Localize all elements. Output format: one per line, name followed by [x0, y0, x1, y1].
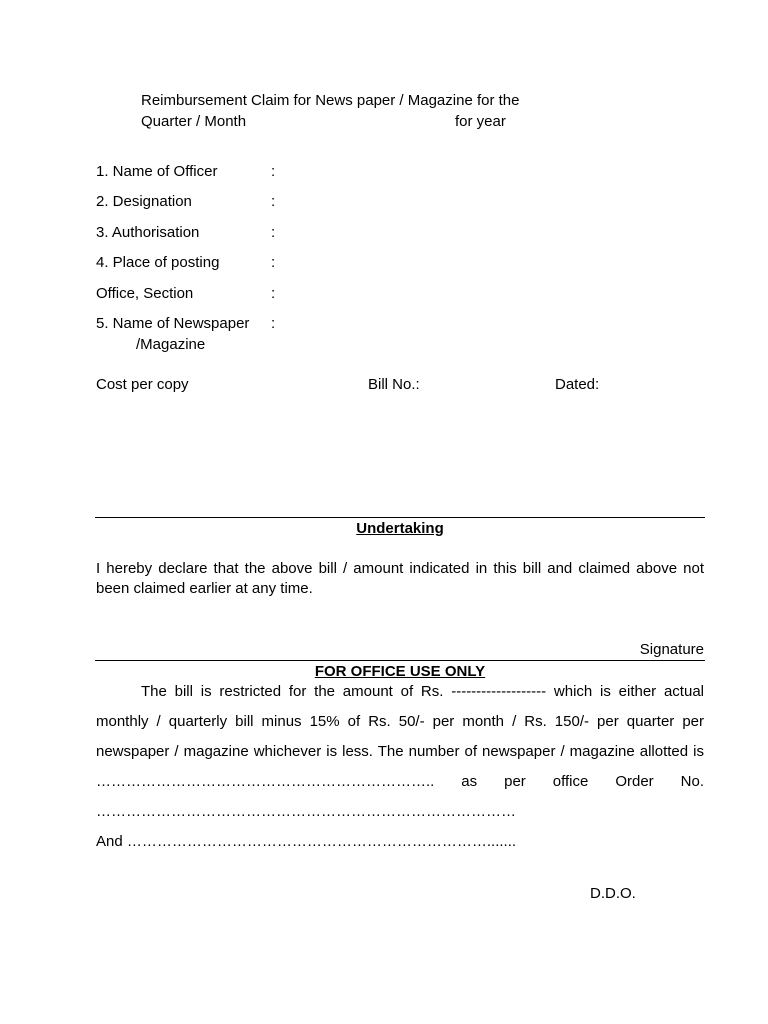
divider-bottom	[95, 660, 705, 661]
field-officer-name-label: 1. Name of Officer	[96, 163, 218, 180]
field-office-section-colon: :	[271, 285, 276, 302]
divider-top	[95, 517, 705, 518]
office-use-heading: FOR OFFICE USE ONLY	[314, 663, 486, 680]
field-newspaper-name-label: 5. Name of Newspaper	[96, 315, 250, 332]
field-place-of-posting-colon: :	[271, 254, 276, 271]
field-designation-label: 2. Designation	[96, 193, 192, 210]
undertaking-text: I hereby declare that the above bill / amount indicated in this bill and claimed above not been claimed earlier at any time.	[96, 560, 704, 597]
form-title-for-year: for year	[455, 113, 506, 130]
field-office-section-label: Office, Section	[96, 285, 194, 302]
office-use-body	[96, 677, 704, 857]
form-title-quarter-month: Quarter / Month	[141, 113, 247, 130]
office-use-and-line: And ……………………………………………………………….......	[96, 833, 517, 850]
form-title-line1: Reimbursement Claim for News paper / Magazine for the	[141, 92, 520, 109]
office-use-paragraph: The bill is restricted for the amount of Rs. ------------------- which is either actual monthly / quarterly bill minus 15% of Rs. 50/- per month / Rs. 150/- per quarter per newspaper / magazine whichever is less. The number of newspaper / magazine allotted is ………………………………………………………….. as per office Order No. …………………………………………………………………………	[96, 683, 704, 820]
field-newspaper-name-continuation: /Magazine	[136, 336, 206, 353]
bill-number-label: Bill No.:	[368, 376, 420, 393]
cost-per-copy-label: Cost per copy	[96, 376, 189, 393]
field-authorisation-label: 3. Authorisation	[96, 224, 200, 241]
field-place-of-posting-label: 4. Place of posting	[96, 254, 220, 271]
dated-label: Dated:	[555, 376, 600, 393]
field-designation-colon: :	[271, 193, 276, 210]
undertaking-heading: Undertaking	[356, 520, 444, 537]
signature-label: Signature	[639, 641, 704, 658]
field-officer-name-colon: :	[271, 163, 276, 180]
ddo-label: D.D.O.	[590, 885, 636, 902]
field-authorisation-colon: :	[271, 224, 276, 241]
field-newspaper-name-colon: :	[271, 315, 276, 332]
